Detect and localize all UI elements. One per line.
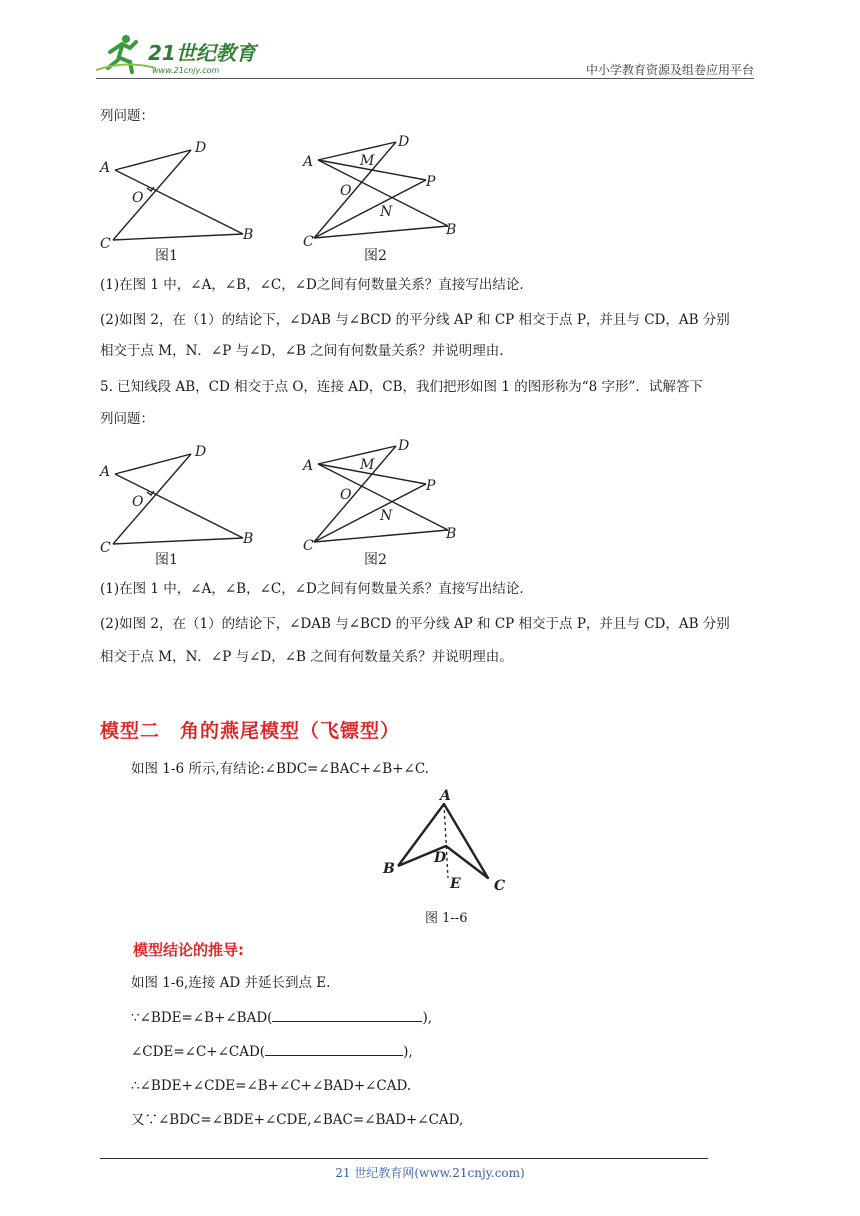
svg-text:C: C [100,540,111,556]
proof-step-5: 又∵∠BDC=∠BDE+∠CDE,∠BAC=∠BAD+∠CAD, [131,1112,464,1128]
svg-text:B: B [446,526,457,542]
svg-text:图2: 图2 [364,248,387,262]
svg-text:O: O [340,183,352,199]
svg-text:C: C [303,538,314,554]
svg-text:D: D [398,438,410,454]
svg-text:B: B [243,531,254,547]
svg-text:A: A [303,458,314,474]
svg-text:O: O [340,487,352,503]
footer-divider [100,1158,708,1159]
subheading: 模型结论的推导: [133,941,244,959]
q5-part1: (1)在图 1 中，∠A，∠B，∠C，∠D之间有何数量关系？直接写出结论. [100,581,524,597]
section-heading: 模型二 角的燕尾模型（飞镖型） [100,720,401,742]
proof-step-2: ∵∠BDE=∠B+∠BAD( ), [131,1010,432,1026]
proof-step-4: ∴∠BDE+∠CDE=∠B+∠C+∠BAD+∠CAD. [131,1078,412,1094]
q5-part2-line2: 相交于点 M，N．∠P 与∠D，∠B 之间有何数量关系？并说明理由。 [100,649,513,665]
svg-text:D: D [195,140,207,156]
svg-text:P: P [426,478,436,494]
svg-text:C: C [494,878,506,894]
platform-name: 中小学教育资源及组卷应用平台 [585,63,754,77]
svg-text:图1: 图1 [155,552,178,566]
svg-text:P: P [426,174,436,190]
q5-part2-line1: (2)如图 2，在（1）的结论下，∠DAB 与∠BCD 的平分线 AP 和 CP 相交于点 P，并且与 CD，AB 分别 [100,616,730,632]
svg-text:M: M [360,457,375,473]
figure-1-q4 [95,132,275,262]
proof-step-1: 如图 1-6,连接 AD 并延长到点 E. [131,975,331,991]
dart-figure [378,786,518,896]
svg-text:C: C [100,236,111,252]
q4-part1: (1)在图 1 中，∠A，∠B，∠C，∠D之间有何数量关系？直接写出结论. [100,277,524,293]
svg-text:A: A [440,788,451,804]
q5-line2: 列问题： [100,411,154,427]
answer-blank[interactable] [265,1042,403,1056]
svg-text:B: B [383,861,395,877]
svg-text:O: O [132,190,144,206]
svg-text:A: A [100,160,111,176]
q4-part2-line1: (2)如图 2，在（1）的结论下，∠DAB 与∠BCD 的平分线 AP 和 CP 相交于点 P，并且与 CD，AB 分别 [100,312,730,328]
runner-icon [96,35,156,72]
proof-step-3: ∠CDE=∠C+∠CAD( ), [131,1044,413,1060]
svg-text:B: B [243,227,254,243]
svg-text:O: O [132,494,144,510]
svg-text:图2: 图2 [364,552,387,566]
model2-intro: 如图 1-6 所示,有结论:∠BDC=∠BAC+∠B+∠C. [131,761,429,777]
svg-text:E: E [450,876,461,892]
svg-text:www.21cnjy.com: www.21cnjy.com [152,66,220,75]
site-logo [96,30,266,76]
svg-text:D: D [195,444,207,460]
svg-text:N: N [380,508,393,524]
svg-text:A: A [100,464,111,480]
svg-text:M: M [360,153,375,169]
svg-text:D: D [398,134,410,150]
question-fragment: 列问题： [100,108,154,124]
svg-text:A: A [303,154,314,170]
figure-1-q5 [95,436,275,566]
svg-text:21世纪教育: 21世纪教育 [148,41,256,65]
svg-text:N: N [380,204,393,220]
figure-2-q4 [300,130,470,262]
figure-caption: 图 1--6 [425,911,468,926]
header-divider [96,78,754,79]
svg-text:D: D [434,850,447,866]
svg-text:B: B [446,222,457,238]
svg-text:图1: 图1 [155,248,178,262]
q4-part2-line2: 相交于点 M，N．∠P 与∠D，∠B 之间有何数量关系？并说明理由. [100,343,504,359]
footer-text[interactable]: 21 世纪教育网(www.21cnjy.com) [335,1166,525,1180]
q5-line1: 5. 已知线段 AB，CD 相交于点 O，连接 AD，CB，我们把形如图 1 的图形称为“8 字形”．试解答下 [100,379,703,395]
svg-text:C: C [303,234,314,250]
answer-blank[interactable] [272,1008,422,1022]
figure-2-q5 [300,434,470,566]
